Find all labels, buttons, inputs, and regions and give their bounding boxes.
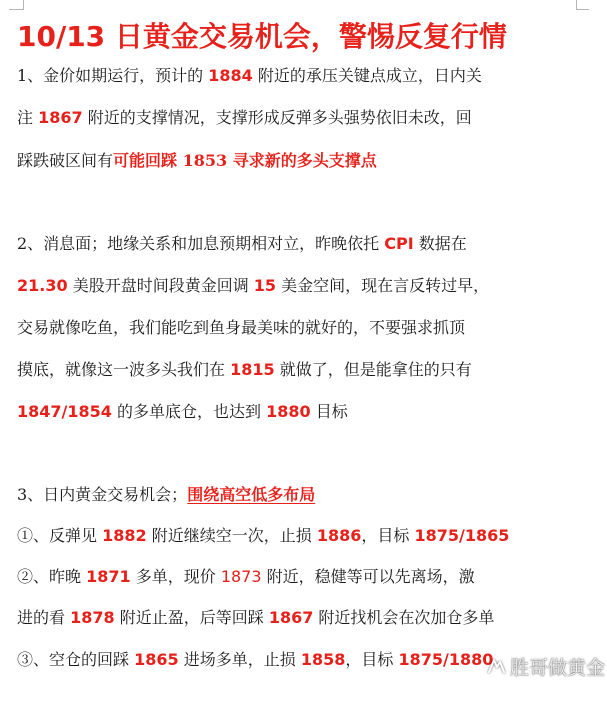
price-value: 1871	[86, 567, 131, 586]
highlight-text: 可能回踩 1853 寻求新的多头支撑点	[113, 151, 377, 170]
price-value: 1886	[316, 526, 362, 545]
para3-heading: 3、日内黄金交易机会；围绕高空低多布局	[17, 485, 316, 504]
para2-line3: 交易就像吃鱼，我们能吃到鱼身最美味的就好的，不要强求抓顶	[17, 318, 466, 337]
price-value: 1875/1865	[414, 526, 510, 545]
watermark	[485, 651, 605, 681]
price-value: 1867	[38, 108, 83, 127]
watermark-text: 胜哥做黄金	[509, 656, 605, 679]
trade-item-2: ②、昨晚 1871 多单，现价 1873 附近，稳健等可以先离场，激	[17, 567, 475, 586]
page-corner-mark-left	[9, 0, 24, 10]
price-value: 1884	[208, 66, 253, 85]
trade-item-1: ①、反弹见 1882 附近继续空一次，止损 1886，目标 1875/1865	[17, 526, 510, 545]
para1-line2: 注 1867 附近的支撑情况，支撑形成反弹多头强势依旧未改，回	[17, 108, 472, 127]
trade-item-2-cont: 进的看 1878 附近止盈，后等回踩 1867 附近找机会在次加仓多单	[17, 608, 495, 627]
para2-line5: 1847/1854 的多单底仓，也达到 1880 目标	[17, 402, 348, 421]
para2-line1: 2、消息面；地缘关系和加息预期相对立，昨晚依托 CPI 数据在	[17, 234, 467, 253]
cpi-label: CPI	[384, 234, 414, 253]
price-value: 1865	[134, 650, 179, 669]
snowball-logo-icon	[485, 655, 507, 677]
price-value: 1882	[102, 526, 147, 545]
para2-line2: 21.30 美股开盘时间段黄金回调 15 美金空间，现在言反转过早，	[17, 276, 490, 295]
price-value: 1867	[268, 608, 314, 627]
document-title: 10/13 日黄金交易机会，警惕反复行情	[17, 20, 507, 53]
price-value: 1847/1854	[17, 402, 112, 421]
trade-item-3: ③、空仓的回踩 1865 进场多单，止损 1858，目标 1875/1880	[17, 650, 494, 669]
price-value: 1880	[266, 402, 311, 421]
para2-line4: 摸底，就像这一波多头我们在 1815 就做了，但是能拿住的只有	[17, 360, 472, 379]
strategy-highlight: 围绕高空低多布局	[187, 485, 316, 504]
time-value: 21.30	[17, 276, 68, 295]
para1-line3: 踩跌破区间有可能回踩 1853 寻求新的多头支撑点	[17, 151, 377, 170]
price-value: 1815	[230, 360, 275, 379]
page-corner-mark-right	[576, 0, 589, 10]
price-value: 1875/1880	[398, 650, 494, 669]
price-value: 15	[253, 276, 277, 295]
price-value: 1878	[70, 608, 115, 627]
price-value: 1873	[220, 567, 262, 586]
para1-line1: 1、金价如期运行，预计的 1884 附近的承压关键点成立，日内关	[17, 66, 482, 85]
price-value: 1858	[300, 650, 346, 669]
